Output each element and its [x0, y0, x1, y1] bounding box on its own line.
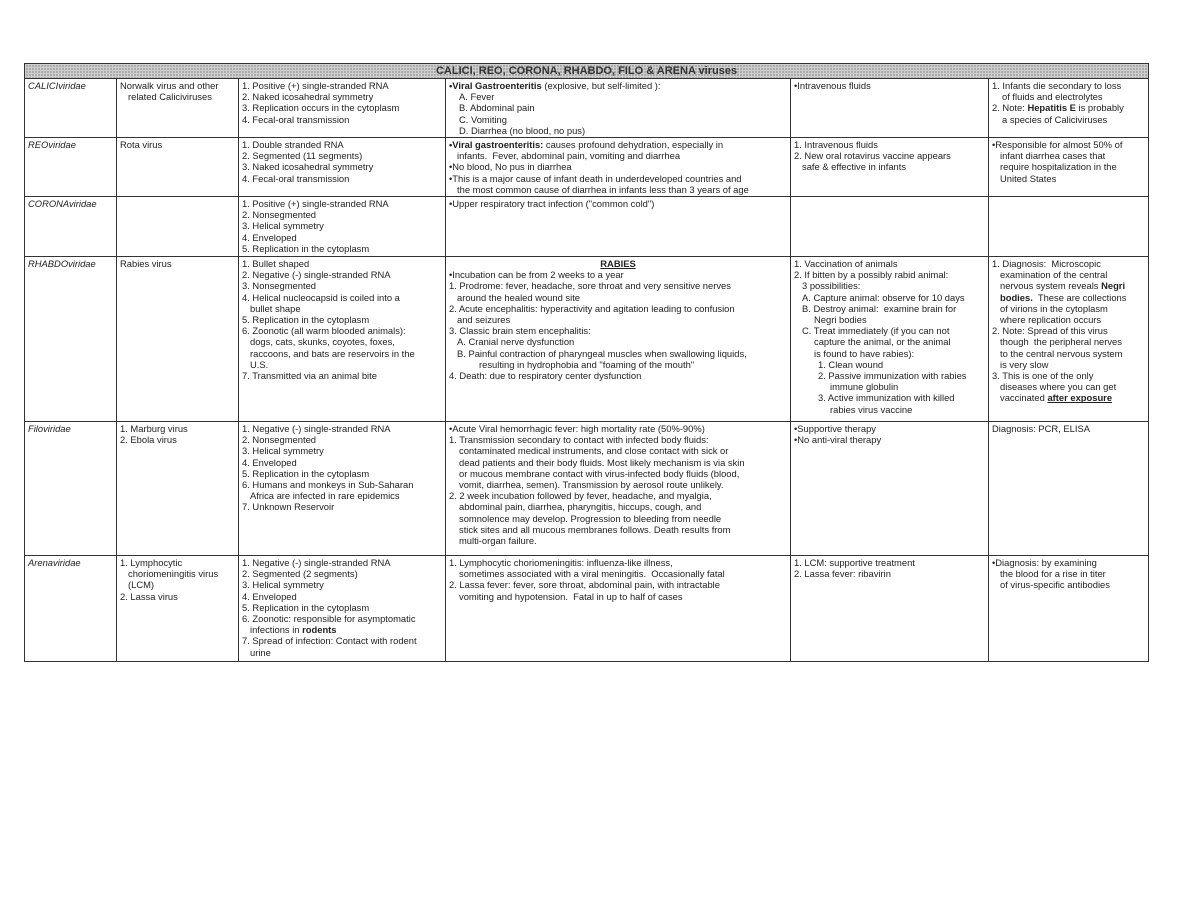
disease-line: somnolence may develop. Progression to bleeding from needle [459, 512, 722, 524]
disease-cell [446, 422, 791, 556]
disease-lead [449, 139, 787, 150]
treatment-cell [791, 138, 989, 197]
notes-line: of virions in the cytoplasm [1000, 302, 1108, 314]
notes-line: examination of the central [1000, 269, 1108, 281]
table-row [25, 422, 1149, 556]
disease-line: 1. Prodrome: fever, headache, sore throat and very sensitive nerves [449, 280, 731, 292]
characteristics-cell [239, 79, 446, 138]
table-row [25, 197, 1149, 257]
characteristics-cell [239, 257, 446, 422]
notes-line: 3. This is one of the only [992, 370, 1094, 382]
char-line: 2. Negative (-) single-stranded RNA [242, 269, 391, 281]
notes-line [992, 392, 1145, 403]
char-line: 3. Helical symmetry [242, 579, 324, 591]
char-line: 2. Segmented (11 segments) [242, 150, 363, 162]
disease-line: stick sites and all mucous membranes follows. Death results from [459, 523, 731, 535]
char-line: 7. Transmitted via an animal bite [242, 370, 377, 382]
disease-line: 1. Transmission secondary to contact with infected body fluids: [449, 434, 709, 446]
notes-underlined-fragment: after exposure [1047, 392, 1113, 404]
notes-fragment: 2. Note: [992, 102, 1028, 114]
char-line: 5. Replication in the cytoplasm [242, 242, 370, 254]
notes-line: 1. Infants die secondary to loss [992, 80, 1122, 91]
disease-line: multi-organ failure. [459, 535, 537, 547]
char-line: 3. Naked icosahedral symmetry [242, 161, 374, 173]
family-name: REOviridae [25, 138, 117, 197]
notes-line: where replication occurs [1000, 314, 1102, 326]
virus-table-sheet [24, 63, 1148, 662]
notes-line: diseases where you can get [1000, 381, 1117, 393]
characteristics-cell [239, 422, 446, 556]
treatment-line: 2. Passive immunization with rabies [818, 370, 967, 382]
examples-cell [117, 197, 239, 257]
treatment-cell [791, 79, 989, 138]
char-line: raccoons, and bats are reservoirs in the [250, 347, 415, 359]
notes-bold-fragment: Negri [1101, 280, 1126, 292]
table-row [25, 79, 1149, 138]
disease-line: 4. Death: due to respiratory center dysfunction [449, 370, 642, 382]
table-row [25, 138, 1149, 197]
treatment-line: C. Treat immediately (if you can not [802, 325, 950, 337]
char-line: 3. Helical symmetry [242, 445, 324, 457]
disease-lead-bold: •Viral gastroenteritis: [449, 139, 544, 151]
disease-line: contaminated medical instruments, and close contact with sick or [459, 445, 729, 457]
disease-line: B. Abdominal pain [459, 102, 535, 114]
treatment-cell [791, 257, 989, 422]
char-line: 2. Naked icosahedral symmetry [242, 91, 374, 103]
treatment-line: Negri bodies [814, 314, 867, 326]
char-line: 5. Replication in the cytoplasm [242, 314, 370, 326]
char-fragment: infections in [250, 624, 303, 636]
char-line: 4. Helical nucleocapsid is coiled into a [242, 291, 400, 303]
disease-line: •This is a major cause of infant death in underdeveloped countries and [449, 172, 742, 184]
example-line: 2. Lassa virus [120, 590, 178, 602]
disease-line: around the healed wound site [457, 291, 581, 303]
notes-line: require hospitalization in the [1000, 161, 1117, 173]
char-line [242, 624, 442, 635]
notes-bold-fragment: bodies. [1000, 291, 1033, 303]
char-line: 3. Nonsegmented [242, 280, 317, 292]
char-line: 6. Zoonotic: responsible for asymptomatic [242, 613, 416, 625]
table-title: CALICI, REO, CORONA, RHABDO, FILO & ARENA viruses [25, 64, 1149, 79]
char-line: 1. Double stranded RNA [242, 139, 344, 151]
disease-line: vomit, diarrhea, semen). Transmission by aerosol route unlikely. [459, 479, 724, 491]
disease-line: 2. Acute encephalitis: hyperactivity and agitation leading to confusion [449, 302, 735, 314]
disease-line: C. Vomiting [459, 113, 507, 125]
treatment-line: •No anti-viral therapy [794, 434, 882, 446]
treatment-line: rabies virus vaccine [830, 403, 913, 415]
treatment-line: 3 possibilities: [802, 280, 861, 292]
notes-cell [989, 79, 1149, 138]
treatment-line: B. Destroy animal: examine brain for [802, 302, 957, 314]
char-bold-fragment: rodents [302, 624, 337, 636]
notes-line [992, 280, 1145, 291]
disease-line: B. Painful contraction of pharyngeal muscles when swallowing liquids, [457, 347, 747, 359]
example-line: Rabies virus [120, 258, 172, 270]
notes-line: to the central nervous system [1000, 347, 1123, 359]
notes-line: Diagnosis: PCR, ELISA [992, 423, 1090, 435]
char-line: 1. Positive (+) single-stranded RNA [242, 80, 389, 91]
disease-cell [446, 79, 791, 138]
treatment-line: •Supportive therapy [794, 423, 876, 435]
treatment-line: 1. Intravenous fluids [794, 139, 878, 151]
examples-cell [117, 257, 239, 422]
treatment-line: 2. Lassa fever: ribavirin [794, 568, 891, 580]
disease-line: or mucous membrane contact with virus-infected body fluids (blood, [459, 467, 740, 479]
char-line: 1. Positive (+) single-stranded RNA [242, 198, 389, 210]
example-line: choriomeningitis virus [128, 568, 219, 580]
family-name: Filoviridae [25, 422, 117, 556]
char-line: 7. Unknown Reservoir [242, 501, 335, 513]
disease-title: RABIES [600, 258, 636, 270]
notes-line: United States [1000, 172, 1057, 184]
disease-line: and seizures [457, 314, 511, 326]
examples-cell [117, 556, 239, 662]
disease-line: 2. 2 week incubation followed by fever, headache, and myalgia, [449, 490, 712, 502]
disease-line: •Acute Viral hemorrhagic fever: high mortality rate (50%-90%) [449, 423, 705, 435]
treatment-line: is found to have rabies): [814, 347, 915, 359]
notes-cell [989, 197, 1149, 257]
notes-line [992, 102, 1145, 113]
char-line: 4. Enveloped [242, 456, 297, 468]
notes-cell [989, 138, 1149, 197]
char-line: 3. Replication occurs in the cytoplasm [242, 102, 400, 114]
disease-line: A. Cranial nerve dysfunction [457, 336, 575, 348]
char-line: dogs, cats, skunks, coyotes, foxes, [250, 336, 395, 348]
char-line: 2. Nonsegmented [242, 209, 317, 221]
example-line: Rota virus [120, 139, 163, 151]
table-row [25, 556, 1149, 662]
char-line: 2. Segmented (2 segments) [242, 568, 358, 580]
example-line: (LCM) [128, 579, 155, 591]
notes-cell [989, 257, 1149, 422]
treatment-cell [791, 556, 989, 662]
treatment-line: •Intravenous fluids [794, 80, 871, 91]
char-line: 1. Negative (-) single-stranded RNA [242, 557, 391, 569]
char-line: 7. Spread of infection: Contact with rodent [242, 635, 417, 647]
example-line: 1. Lymphocytic [120, 557, 183, 569]
family-name: CORONAviridae [25, 197, 117, 257]
disease-line: the most common cause of diarrhea in infants less than 3 years of age [457, 183, 749, 195]
char-line: 2. Nonsegmented [242, 434, 317, 446]
notes-line: a species of Caliciviruses [1002, 113, 1108, 125]
disease-lead-bold: •Viral Gastroenteritis [449, 80, 542, 91]
disease-line: •No blood, No pus in diarrhea [449, 161, 572, 173]
examples-cell [117, 138, 239, 197]
notes-bold-fragment: Hepatitis E [1027, 102, 1076, 114]
char-line: 6. Zoonotic (all warm blooded animals): [242, 325, 406, 337]
char-line: 4. Enveloped [242, 590, 297, 602]
family-name: Arenaviridae [25, 556, 117, 662]
treatment-line: 1. Clean wound [818, 358, 884, 370]
disease-line: infants. Fever, abdominal pain, vomiting and diarrhea [457, 150, 681, 162]
disease-line: dead patients and their body fluids. Most likely mechanism is via skin [459, 456, 745, 468]
notes-line: 2. Note: Spread of this virus [992, 325, 1108, 337]
treatment-line: A. Capture animal: observe for 10 days [802, 291, 965, 303]
notes-line: though the peripheral nerves [1000, 336, 1122, 348]
disease-line: •Upper respiratory tract infection ("common cold") [449, 198, 655, 210]
disease-line: vomiting and hypotension. Fatal in up to half of cases [459, 590, 683, 602]
characteristics-cell [239, 197, 446, 257]
char-line: U.S. [250, 358, 269, 370]
notes-fragment: nervous system reveals [1000, 280, 1102, 292]
notes-cell [989, 422, 1149, 556]
disease-cell [446, 138, 791, 197]
table-row [25, 257, 1149, 422]
char-line: 1. Negative (-) single-stranded RNA [242, 423, 391, 435]
char-line: 5. Replication in the cytoplasm [242, 601, 370, 613]
notes-line: •Diagnosis: by examining [992, 557, 1097, 569]
disease-line: abdominal pain, diarrhea, pharyngitis, hiccups, cough, and [459, 501, 702, 513]
example-line: related Caliciviruses [128, 91, 212, 103]
disease-lead-rest: (explosive, but self-limited ): [541, 80, 661, 91]
family-name: CALICIviridae [25, 79, 117, 138]
example-line: 1. Marburg virus [120, 423, 188, 435]
notes-line: of virus-specific antibodies [1000, 579, 1110, 591]
notes-fragment: vaccinated [1000, 392, 1048, 404]
disease-lead [449, 80, 787, 91]
characteristics-cell [239, 138, 446, 197]
treatment-line: safe & effective in infants [802, 161, 907, 173]
notes-line: infant diarrhea cases that [1000, 150, 1106, 162]
treatment-line: 2. New oral rotavirus vaccine appears [794, 150, 951, 162]
char-line: 4. Enveloped [242, 231, 297, 243]
notes-fragment: is probably [1075, 102, 1124, 114]
disease-cell [446, 556, 791, 662]
char-line: 5. Replication in the cytoplasm [242, 467, 370, 479]
disease-line: A. Fever [459, 91, 495, 103]
examples-cell [117, 422, 239, 556]
treatment-line: immune globulin [830, 381, 899, 393]
notes-line [992, 292, 1145, 303]
treatment-line: 3. Active immunization with killed [818, 392, 955, 404]
disease-cell [446, 257, 791, 422]
disease-line: •Incubation can be from 2 weeks to a year [449, 269, 624, 281]
disease-line: 1. Lymphocytic choriomeningitis: influenza-like illness, [449, 557, 673, 569]
example-line: 2. Ebola virus [120, 434, 177, 446]
char-line: urine [250, 646, 271, 658]
treatment-cell [791, 197, 989, 257]
char-line: Africa are infected in rare epidemics [250, 490, 400, 502]
notes-line: of fluids and electrolytes [1002, 91, 1103, 103]
virus-table [24, 63, 1149, 662]
notes-fragment: These are collections [1032, 291, 1127, 303]
treatment-cell [791, 422, 989, 556]
char-line: 6. Humans and monkeys in Sub-Saharan [242, 479, 414, 491]
disease-line: sometimes associated with a viral meningitis. Occasionally fatal [459, 568, 725, 580]
disease-cell [446, 197, 791, 257]
disease-line: D. Diarrhea (no blood, no pus) [459, 124, 586, 136]
char-line: 4. Fecal-oral transmission [242, 113, 350, 125]
family-name: RHABDOviridae [25, 257, 117, 422]
treatment-line: 1. Vaccination of animals [794, 258, 898, 270]
characteristics-cell [239, 556, 446, 662]
notes-line: the blood for a rise in titer [1000, 568, 1106, 580]
notes-line: 1. Diagnosis: Microscopic [992, 258, 1101, 270]
char-line: 4. Fecal-oral transmission [242, 172, 350, 184]
notes-line: is very slow [1000, 358, 1049, 370]
disease-lead-rest: causes profound dehydration, especially in [543, 139, 724, 151]
disease-line: 3. Classic brain stem encephalitis: [449, 325, 591, 337]
notes-line: •Responsible for almost 50% of [992, 139, 1123, 151]
char-line: bullet shape [250, 302, 301, 314]
treatment-line: 1. LCM: supportive treatment [794, 557, 915, 569]
disease-line: 2. Lassa fever: fever, sore throat, abdominal pain, with intractable [449, 579, 720, 591]
char-line: 1. Bullet shaped [242, 258, 310, 270]
examples-cell [117, 79, 239, 138]
table-banner [25, 64, 1149, 79]
treatment-line: 2. If bitten by a possibly rabid animal: [794, 269, 949, 281]
disease-line: resulting in hydrophobia and "foaming of the mouth" [479, 358, 695, 370]
treatment-line: capture the animal, or the animal [814, 336, 951, 348]
char-line: 3. Helical symmetry [242, 220, 324, 232]
example-line: Norwalk virus and other [120, 80, 219, 91]
notes-cell [989, 556, 1149, 662]
